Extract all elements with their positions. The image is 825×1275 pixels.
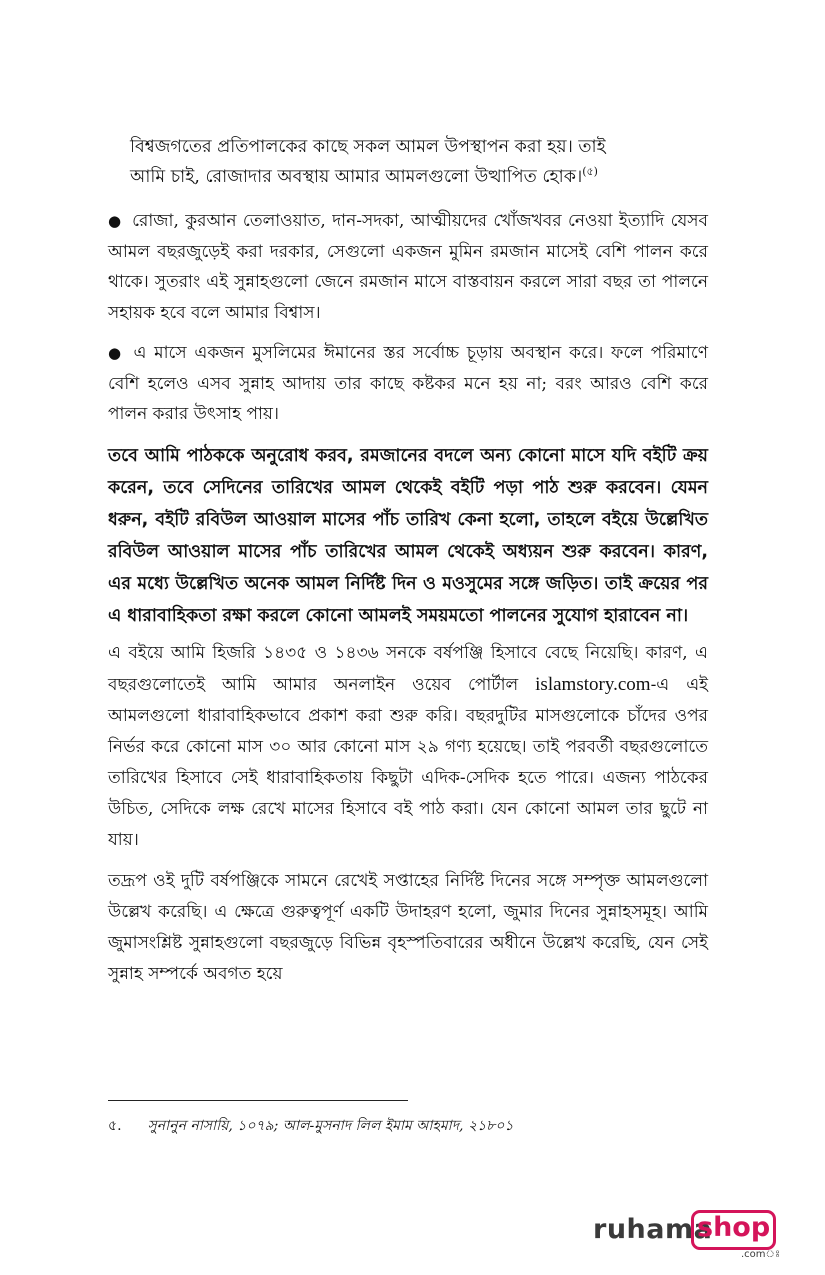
footnote-divider [108, 1100, 408, 1101]
quote-line-text: আমি চাই, রোজাদার অবস্থায় আমার আমলগুলো উত্থাপিত হোক। [130, 167, 583, 187]
logo-text-com: .comঃ [741, 1249, 781, 1260]
footnote-number: ৫. [108, 1118, 122, 1134]
ruhama-shop-logo [593, 1210, 783, 1258]
quote-block [130, 132, 708, 192]
bullet-item [108, 338, 708, 430]
bullet-icon: ● [108, 212, 123, 230]
paragraph-text: -এ এই আমলগুলো ধারাবাহিকভাবে প্রকাশ করা শুরু করি। বছরদুটির মাসগুলোকে চাঁদের ওপর নির্ভর করে কোনো মাস ৩০ আর কোনো মাস ২৯ গণ্য হয়েছে। তাই পরবর্তী বছরগুলোতে তারিখের হিসাবে সেই ধারাবাহিকতায় কিছুটা এদিক-সেদিক হতে পারে। এজন্য পাঠকের উচিত, সেদিকে লক্ষ রেখে মাসের হিসাবে বই পাঠ করা। যেন কোনো আমল তার ছুটে না যায়। [108, 674, 709, 850]
logo-text-shop: shop [697, 1212, 771, 1243]
footnote-text: সুনানুন নাসায়ি, ১০৭৯; আল-মুসনাদ লিল ইমাম আহমাদ, ২১৮০১ [147, 1118, 514, 1134]
quote-line: বিশ্বজগতের প্রতিপালকের কাছে সকল আমল উপস্থাপন করা হয়। তাই [130, 137, 606, 157]
website-link[interactable]: islamstory.com [535, 673, 651, 695]
bullet-text: এ মাসে একজন মুসলিমের ঈমানের স্তর সর্বোচ্চ চূড়ায় অবস্থান করে। ফলে পরিমাণে বেশি হলেও এসব সুন্নাহ আদায় তার কাছে কষ্টকর মনে হয় না; বরং আরও বেশি করে পালন করার উৎসাহ পায়। [108, 343, 708, 424]
page-body [108, 132, 708, 1000]
bullet-icon: ● [108, 344, 124, 362]
paragraph [108, 638, 708, 856]
footnote-reference[interactable]: (৫) [582, 165, 598, 179]
quote-line [130, 162, 708, 192]
bold-paragraph: তবে আমি পাঠককে অনুরোধ করব, রমজানের বদলে অন্য কোনো মাসে যদি বইটি ক্রয় করেন, তবে সেদিনের তারিখের আমল থেকেই বইটি পড়া পাঠ শুরু করবেন। যেমন ধরুন, বইটি রবিউল আওয়াল মাসের পাঁচ তারিখ কেনা হলো, তাহলে বইয়ে উল্লেখিত রবিউল আওয়াল মাসের পাঁচ তারিখের আমল থেকেই অধ্যয়ন শুরু করবেন। কারণ, এর মধ্যে উল্লেখিত অনেক আমল নির্দিষ্ট দিন ও মওসুমের সঙ্গে জড়িত। তাই ক্রয়ের পর এ ধারাবাহিকতা রক্ষা করলে কোনো আমলই সময়মতো পালনের সুযোগ হারাবেন না। [108, 445, 708, 626]
paragraph-text: এ বইয়ে আমি হিজরি ১৪৩৫ ও ১৪৩৬ সনকে বর্ষপঞ্জি হিসাবে বেছে নিয়েছি। কারণ, এ বছরগুলোতেই আমি আমার অনলাইন ওয়েব পোর্টাল [108, 642, 708, 695]
logo-text-ruhama: ruhama [593, 1214, 713, 1245]
bullet-text: রোজা, কুরআন তেলাওয়াত, দান-সদকা, আত্মীয়দের খোঁজখবর নেওয়া ইত্যাদি যেসব আমল বছরজুড়েই করা দরকার, সেগুলো একজন মুমিন রমজান মাসেই বেশি পালন করে থাকে। সুতরাং এই সুন্নাহগুলো জেনে রমজান মাসে বাস্তবায়ন করলে সারা বছর তা পালনে সহায়ক হবে বলে আমার বিশ্বাস। [108, 211, 708, 323]
footnote [108, 1114, 708, 1138]
paragraph: তদ্রূপ ওই দুটি বর্ষপঞ্জিকে সামনে রেখেই সপ্তাহের নির্দিষ্ট দিনের সঙ্গে সম্পৃক্ত আমলগুলো উল্লেখ করেছি। এ ক্ষেত্রে গুরুত্বপূর্ণ একটি উদাহরণ হলো, জুমার দিনের সুন্নাহসমূহ। আমি জুমাসংশ্লিষ্ট সুন্নাহগুলো বছরজুড়ে বিভিন্ন বৃহস্পতিবারের অধীনে উল্লেখ করেছি, যেন সেই সুন্নাহ সম্পর্কে অবগত হয়ে [108, 870, 708, 984]
bullet-item [108, 206, 708, 328]
